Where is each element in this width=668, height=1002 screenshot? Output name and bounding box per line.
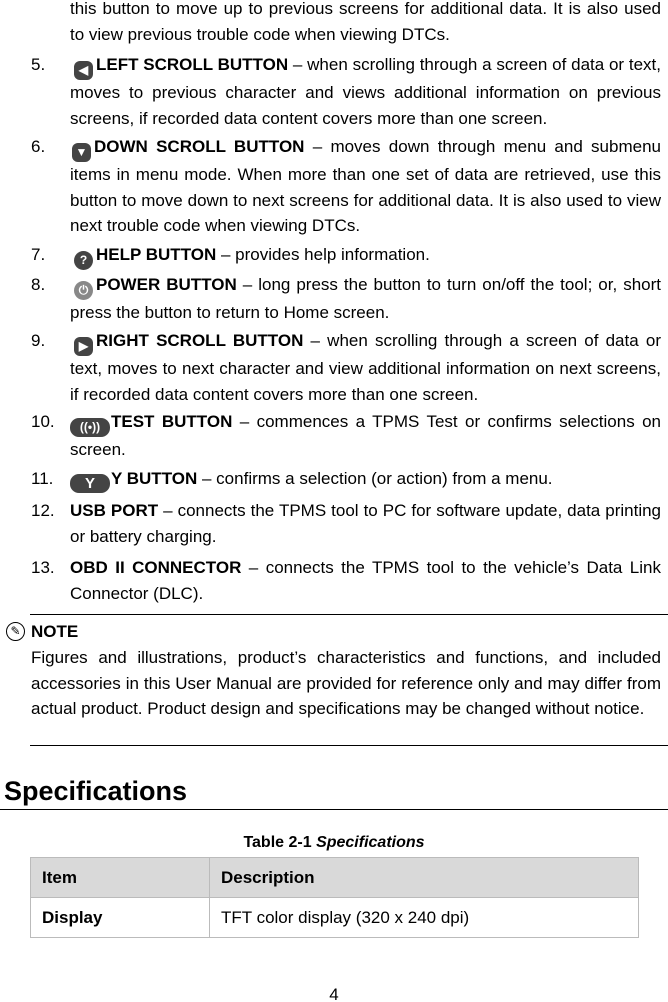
cell-description: TFT color display (320 x 240 dpi) [210,898,639,938]
item-title: RIGHT SCROLL BUTTON [96,331,304,350]
table-caption [0,834,668,852]
header-item: Item [31,858,210,898]
y-key-icon: Y [70,474,110,493]
caption-title: Specifications [316,834,425,851]
item-desc: – provides help information. [216,245,430,264]
item-number: 7. [31,245,46,264]
item-title: LEFT SCROLL BUTTON [96,55,289,74]
cell-item: Display [31,898,210,938]
item-number: 8. [31,275,46,294]
divider [30,745,668,746]
item-title: TEST BUTTON [111,412,233,431]
item-number: 10. [31,412,55,431]
page-number: 4 [329,985,339,1002]
wifi-icon: ((•)) [70,418,110,437]
item-down-scroll [70,134,661,239]
item-title: HELP BUTTON [96,245,217,264]
caption-prefix: Table 2-1 [243,834,317,851]
item-test [70,409,661,463]
divider [0,809,668,810]
table-header-row [31,858,639,898]
item-desc: – connects the TPMS tool to PC for software update, data printing or battery charging. [70,501,662,546]
down-arrow-icon: ▼ [72,143,91,162]
item-y [70,466,661,493]
item-desc: – connects the TPMS tool to the vehicle’s Data Link Connector (DLC). [70,558,661,603]
item-desc: – moves down through menu and submenu items in menu mode. When more than one set of data are retrieved, use this button to move down to next screens for additional data. It is also used to view next trouble code when viewing DTCs. [70,137,661,235]
item-title: Y BUTTON [111,469,198,488]
item-number: 13. [31,558,55,577]
specifications-table [30,857,639,938]
right-arrow-icon: ▶ [74,337,93,356]
table-row [31,898,639,938]
question-icon: ? [74,251,93,270]
item-usb [70,498,661,549]
item-power [70,272,661,326]
note-text: Figures and illustrations, product’s characteristics and functions, and included accessories in this User Manual are provided for reference only and may differ from actual product. Product design and specifications may be changed without notice. [31,648,661,718]
left-arrow-icon: ◀ [74,61,93,80]
item-obd [70,555,661,606]
item-desc: – commences a TPMS Test or confirms selections on screen. [70,412,662,459]
item-number: 5. [31,55,46,74]
item-desc: – confirms a selection (or action) from a menu. [197,469,553,488]
section-heading: Specifications [4,776,188,806]
item-desc: – when scrolling through a screen of data or text, moves to previous character and views additional information on previous screens, if recorded data content covers more than one screen. [70,55,661,128]
item-title: OBD II CONNECTOR [70,558,242,577]
item-left-scroll [70,52,661,131]
item-number: 12. [31,501,55,520]
pencil-icon: ✎ [6,622,25,641]
item-desc: – when scrolling through a screen of data or text, moves to next character and view additional information on next screens, if recorded data content covers more than one screen. [70,331,661,404]
header-description: Description [210,858,639,898]
item-title: USB PORT [70,501,159,520]
power-icon: ⏻ [74,281,93,300]
item-right-scroll [70,328,661,407]
item-desc: – long press the button to turn on/off the tool; or, short press the button to return to Home screen. [70,275,661,322]
item-title: POWER BUTTON [96,275,237,294]
intro-paragraph: this button to move up to previous screens for additional data. It is also used to view previous trouble code when viewing DTCs. [70,0,661,44]
item-number: 6. [31,137,46,156]
item-title: DOWN SCROLL BUTTON [94,137,305,156]
note-title: NOTE [31,622,79,641]
divider [30,614,668,615]
item-help [70,242,661,270]
item-number: 9. [31,331,46,350]
item-number: 11. [31,469,54,488]
